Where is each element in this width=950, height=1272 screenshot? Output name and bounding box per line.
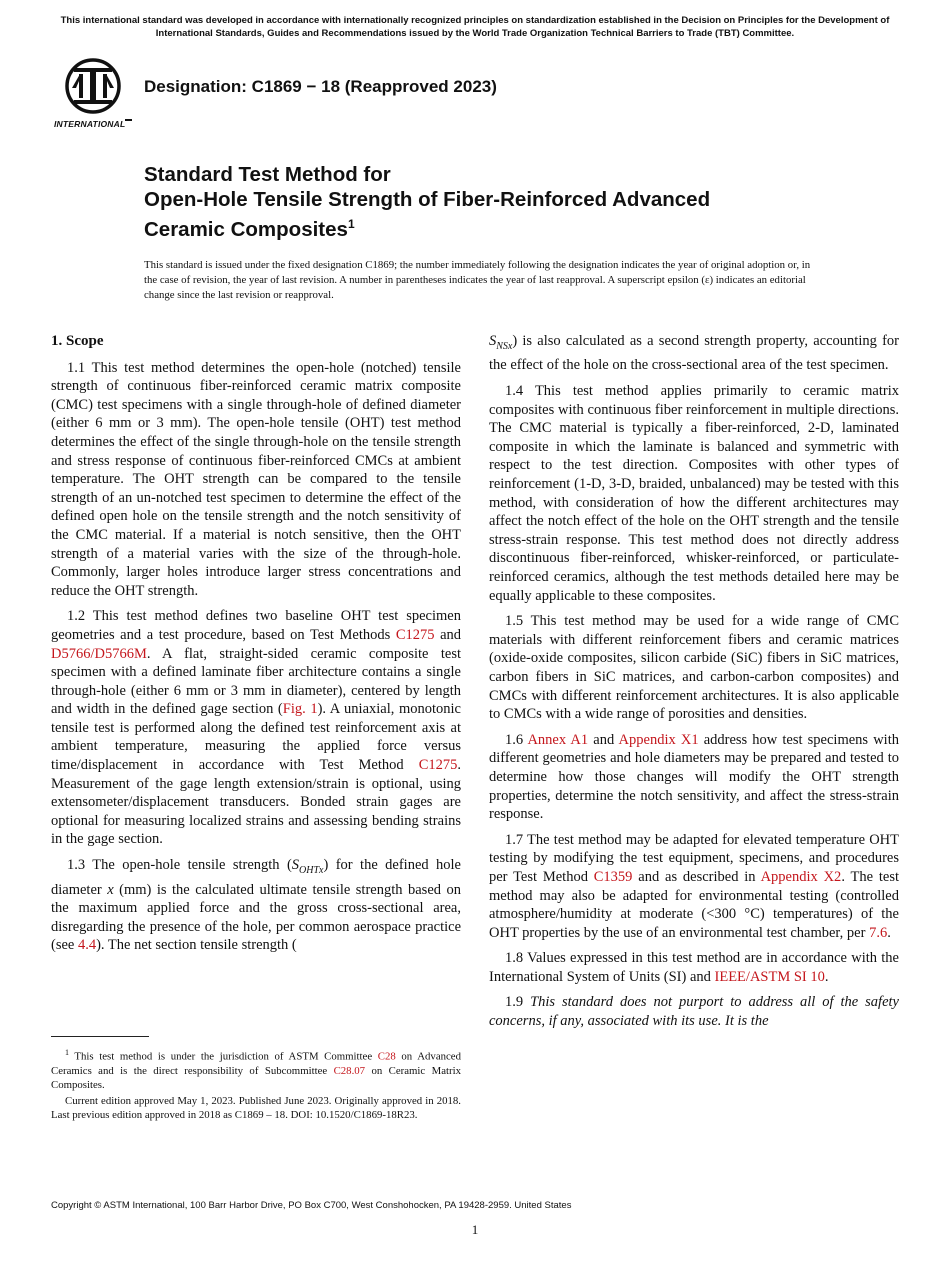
- link-c28-07[interactable]: C28.07: [333, 1064, 366, 1077]
- link-c1359[interactable]: C1359: [593, 868, 633, 885]
- link-appendix-x1[interactable]: Appendix X1: [618, 731, 699, 748]
- link-d5766[interactable]: D5766/D5766M: [51, 645, 147, 662]
- link-c1275-2[interactable]: C1275: [418, 757, 458, 774]
- para-1-7: 1.7 The test method may be adapted for elevated temperature OHT testing by modifying the test equipment, specimens, and procedures per Test Method C1359 and as described in Appendix X2. The test method may also be adapted for environmental testing (controlled atmosphere/humidity at moderate (<300 °C) temperatures) of the OHT properties by the use of an environmental test chamber, per 7.6.: [489, 831, 899, 941]
- link-annex-a1[interactable]: Annex A1: [527, 731, 589, 748]
- designation: Designation: C1869 − 18 (Reapproved 2023): [144, 77, 497, 96]
- footnote-jurisdiction: $^1$ This test method is under the jurisdiction of ASTM Committee C28 on Advanced Ceramics and is the direct responsibility of Subcommittee C28.07 on Ceramic Matrix Composites.: [51, 1048, 461, 1091]
- link-appendix-x2[interactable]: Appendix X2: [760, 868, 842, 885]
- wto-notice: This international standard was developed in accordance with internationally recognized principles on standardization established in the Decision on Principles for the Development of International Standards, Guides and Recommendations issued by the World Trade Organization Technical Barriers to Trade (TBT) Committee.: [60, 15, 890, 39]
- right-column: [489, 332, 899, 1038]
- astm-logo: [52, 56, 134, 130]
- para-1-9: 1.9 This standard does not purport to address all of the safety concerns, if any, associated with its use. It is the: [489, 994, 899, 1030]
- para-1-5: 1.5 This test method may be used for a wide range of CMC materials with different reinforcement fibers and ceramic matrices (oxide-oxide composites, silicon carbide (SiC) fibers in SiC matrices, carbon fibers in SiC matrices, and carbon-carbon composites) and CMCs with different reinforcement architectures. It is also applicable to CMCs with a wide range of porosities and densities.: [489, 613, 899, 723]
- document-title: [144, 162, 844, 242]
- para-1-3-cont: $S_{NSx}$) is also calculated as a second strength property, accounting for the effect of the hole on the cross-sectional area of the test specimen.: [489, 333, 899, 374]
- link-fig-1[interactable]: Fig. 1: [282, 701, 318, 718]
- link-c28[interactable]: C28: [377, 1050, 396, 1063]
- preamble: This standard is issued under the fixed designation C1869; the number immediately following the designation indicates the year of original adoption or, in the case of revision, the year of last revision. A number in parentheses indicates the year of last reapproval. A superscript epsilon (ε) indicates an editorial change since the last revision or reapproval.: [144, 259, 811, 301]
- title-footnote-mark: 1: [347, 217, 355, 231]
- link-ieee-astm-si-10[interactable]: IEEE/ASTM SI 10: [714, 968, 825, 985]
- link-7-6[interactable]: 7.6: [869, 924, 888, 941]
- para-1-4: 1.4 This test method applies primarily to ceramic matrix composites with continuous fiber reinforcement in multiple directions. The CMC material is typically a fiber-reinforced, 2-D, laminated composite in which the laminate is balanced and symmetric with respect to the test direction. Composites with other types of reinforcement (1-D, 3-D, braided, unbalanced) may be tested with this method, with consideration of how the different architectures may affect the notch effect of the hole on the OHT strength and the tensile stress-strain response. This test method does not directly address discontinuous fiber-reinforced, whisker-reinforced, or particulate-reinforced ceramics, although the test methods detailed here may be equally applicable to these composites.: [489, 383, 899, 604]
- title-line-2: Open-Hole Tensile Strength of Fiber-Reinforced Advanced: [144, 188, 711, 211]
- title-line-3: Ceramic Composites$^1$: [144, 217, 355, 241]
- link-4-4[interactable]: 4.4: [77, 937, 97, 954]
- left-column: [51, 332, 461, 962]
- section-heading-scope: 1. Scope: [51, 333, 104, 349]
- footnote: [51, 1046, 461, 1124]
- para-1-8: 1.8 Values expressed in this test method are in accordance with the International System of Units (SI) and IEEE/ASTM SI 10.: [489, 950, 899, 985]
- para-1-1: 1.1 This test method determines the open-hole (notched) tensile strength of continuous fiber-reinforced ceramic matrix composite (CMC) test specimens with a single through-hole of defined diameter (either 6 mm or 3 mm). The open-hole tensile (OHT) test method determines the effect of the single through-hole on the tensile strength and stress response of continuous fiber-reinforced CMCs at ambient temperature. The OHT strength can be compared to the tensile strength of an un-notched test specimen to determine the effect of the defined open hole on the tensile strength and the notch sensitivity of the CMC material. If a material is notch sensitive, then the OHT strength of a material varies with the size of the through-hole. Commonly, larger holes introduce larger stress concentrations and reduce the OHT strength.: [51, 359, 461, 599]
- footnote-edition: Current edition approved May 1, 2023. Published June 2023. Originally approved in 2018. Last previous edition approved in 2018 as C1869 – 18. DOI: 10.1520/C1869-18R23.: [51, 1094, 461, 1121]
- page-number: 1: [471, 1222, 479, 1237]
- para-1-3: 1.3 The open-hole tensile strength $(S_{OHTx})$ for the defined hole diameter x (mm) is the calculated ultimate tensile strength based on the maximum applied force and the gross cross-sectional area, disregarding the presence of the hole, per common aerospace practice (see 4.4). The net section tensile strength (: [51, 857, 461, 954]
- link-c1275[interactable]: C1275: [395, 626, 435, 643]
- title-line-1: Standard Test Method for: [144, 163, 391, 186]
- para-1-6: 1.6 Annex A1 and Appendix X1 address how test specimens with different geometries and hole diameters may be prepared and tested to determine how those changes will modify the OHT strength properties, determine the notch sensitivity, and affect the stress-strain response.: [489, 731, 899, 823]
- para-1-2: 1.2 This test method defines two baseline OHT test specimen geometries and a test procedure, based on Test Methods C1275 and D5766/D5766M. A flat, straight-sided ceramic composite test specimen with a defined laminate fiber architecture contains a single through-hole (either 6 mm or 3 mm in diameter), centered by length and width in the defined gage section (Fig. 1). A uniaxial, monotonic tensile test is performed along the defined test reinforcement axis at ambient temperature, measuring the applied force versus time/displacement in accordance with Test Method C1275. Measurement of the gage length extension/strain is optional, using extensometer/displacement transducers. Bonded strain gages are optional for measuring localized strains and assessing bending strains in the gage section.: [51, 608, 462, 848]
- copyright: Copyright © ASTM International, 100 Barr Harbor Drive, PO Box C700, West Conshohocken, PA 19428-2959. United States: [51, 1200, 572, 1211]
- footnote-divider: [51, 1036, 149, 1037]
- logo-label: INTERNATIONAL: [54, 119, 126, 129]
